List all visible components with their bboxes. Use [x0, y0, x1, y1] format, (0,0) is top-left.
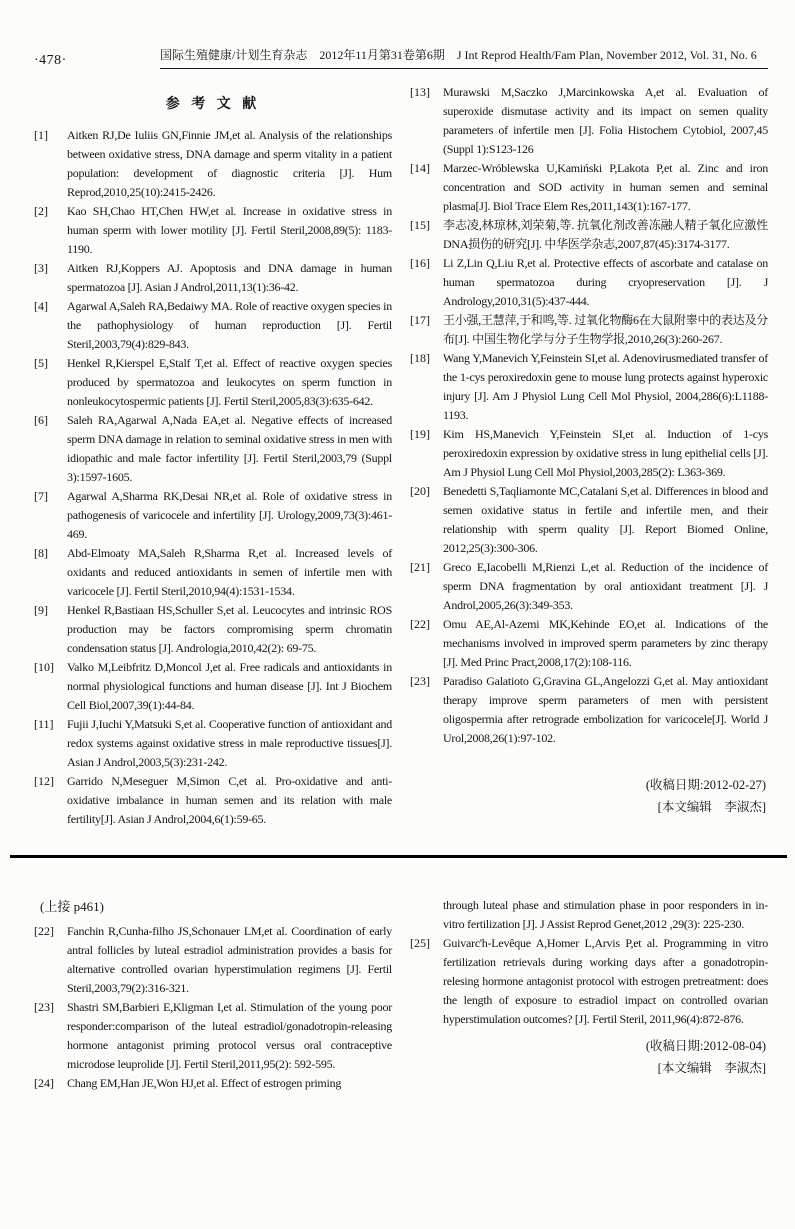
- reference-item: [34, 715, 392, 772]
- reference-text: Benedetti S,Taqliamonte MC,Catalani S,et al. Differences in blood and semen oxidative status in fertile and infertile men, and their relationship with sperm quality [J]. Report Biomed Online, 2012,25(3):300-306.: [443, 484, 768, 555]
- reference-item: [34, 544, 392, 601]
- reference-text: Valko M,Leibfritz D,Moncol J,et al. Free radicals and antioxidants in normal physiological functions and human disease [J]. Int J Biochem Cell Biol,2007,39(1):44-84.: [67, 660, 392, 712]
- manuscript-meta: [410, 774, 768, 818]
- received-date: (收稿日期:2012-08-04): [645, 1039, 766, 1053]
- reference-list-right: [410, 83, 768, 748]
- reference-text: Shastri SM,Barbieri E,Kligman I,et al. Stimulation of the young poor responder:comparison of the luteal estradiol/gonadotropin-releasing hormone antagonist priming protocol versus oral contraceptive microdose leuprolide [J]. Fertil Steril,2011,95(2): 592-595.: [67, 1000, 392, 1071]
- reference-number: [11]: [34, 717, 54, 731]
- reference-text: Saleh RA,Agarwal A,Nada EA,et al. Negative effects of increased sperm DNA damage in relation to seminal oxidative stress in men with idiopathic and male factor infertility [J]. Fertil Steril,2003,79 (Suppl 3):1597-1605.: [67, 413, 392, 484]
- reference-text: Paradiso Galatioto G,Gravina GL,Angelozzi G,et al. May antioxidant therapy improve sperm parameters of men with persistent oligospermia after retrograde embolization for varicocele[J]. World J Urol,2008,26(1):97-102.: [443, 674, 768, 745]
- reference-text: through luteal phase and stimulation phase in poor responders in in-vitro fertilization [J]. J Assist Reprod Genet,2012 ,29(3): 225-230.: [443, 898, 768, 931]
- reference-number: [21]: [410, 560, 430, 574]
- reference-text: Fujii J,Iuchi Y,Matsuki S,et al. Cooperative function of antioxidant and redox systems against oxidative stress in male reproductive tissues[J]. Asian J Androl,2003,5(3):231-242.: [67, 717, 392, 769]
- manuscript-meta: [410, 1035, 768, 1079]
- reference-number: [2]: [34, 204, 48, 218]
- reference-item: [34, 998, 392, 1074]
- reference-number: [19]: [410, 427, 430, 441]
- references-left-column: [34, 83, 392, 829]
- reference-number: [4]: [34, 299, 48, 313]
- reference-text: Wang Y,Manevich Y,Feinstein SI,et al. Adenovirusmediated transfer of the 1-cys peroxiredoxin gene to mouse lung protects against hyperoxic injury [J]. Am J Physiol Lung Cell Mol Physiol, 2004,286(6):L1188-1193.: [443, 351, 768, 422]
- reference-item: [410, 254, 768, 311]
- reference-text: Murawski M,Saczko J,Marcinkowska A,et al. Evaluation of superoxide dismutase activity and its impact on semen quality parameters of infertile men [J]. Folia Histochem Cytobiol, 2007,45 (Suppl 1):S123-126: [443, 85, 768, 156]
- reference-item: [410, 425, 768, 482]
- reference-number: [10]: [34, 660, 54, 674]
- reference-item: [34, 297, 392, 354]
- reference-number: [5]: [34, 356, 48, 370]
- reference-text: Aitken RJ,Koppers AJ. Apoptosis and DNA damage in human spermatozoa [J]. Asian J Androl,2011,13(1):36-42.: [67, 261, 392, 294]
- reference-item: [410, 615, 768, 672]
- reference-item: [34, 658, 392, 715]
- continuation-left-column: [34, 896, 392, 1093]
- reference-number: [25]: [410, 936, 430, 950]
- reference-number: [23]: [34, 1000, 54, 1014]
- reference-item: [34, 259, 392, 297]
- reference-number: [9]: [34, 603, 48, 617]
- reference-item: [410, 311, 768, 349]
- reference-text: 王小强,王慧萍,于和鸣,等. 过氧化物酶6在大鼠附睾中的表达及分布[J]. 中国生物化学与分子生物学报,2010,26(3):260-267.: [443, 313, 769, 346]
- reference-number: [17]: [410, 313, 430, 327]
- reference-text: Guivarc'h-Levêque A,Homer L,Arvis P,et al. Programming in vitro fertilization retrievals during working days after a gonadotropin-relesing hormone antagonist protocol with estrogen pretreatment: does the length of exposure to estradiol impact on controlled ovarian hyperstimulation outcomes? [J]. Fertil Steril, 2011,96(4):872-876.: [443, 936, 768, 1026]
- reference-item: [410, 558, 768, 615]
- reference-number: [23]: [410, 674, 430, 688]
- reference-item: [34, 772, 392, 829]
- reference-text: Agarwal A,Saleh RA,Bedaiwy MA. Role of reactive oxygen species in the pathophysiology of human reproduction [J]. Fertil Steril,2003,79(4):829-843.: [67, 299, 392, 351]
- reference-text: Li Z,Lin Q,Liu R,et al. Protective effects of ascorbate and catalase on human spermatozoa during cryopreservation [J]. J Andrology,2010,31(5):437-444.: [443, 256, 768, 308]
- references-section: [0, 69, 795, 829]
- reference-number: [18]: [410, 351, 430, 365]
- reference-number: [16]: [410, 256, 430, 270]
- page-header: [0, 0, 795, 69]
- reference-text: Garrido N,Meseguer M,Simon C,et al. Pro-oxidative and anti-oxidative imbalance in human semen and its relation with male fertility[J]. Asian J Androl,2004,6(1):59-65.: [67, 774, 392, 826]
- reference-item: [410, 482, 768, 558]
- editor-note: [本文编辑 李淑杰]: [657, 800, 766, 814]
- journal-title-line: 国际生殖健康/计划生育杂志 2012年11月第31卷第6期 J Int Reprod Health/Fam Plan, November 2012, Vol. 31, No. 6: [160, 46, 768, 69]
- references-right-column: [410, 83, 768, 829]
- reference-number: [14]: [410, 161, 430, 175]
- reference-item: [34, 1074, 392, 1093]
- references-heading: 参 考 文 献: [165, 97, 261, 112]
- continuation-list-left: [34, 922, 392, 1093]
- reference-item: [34, 202, 392, 259]
- reference-number: [22]: [410, 617, 430, 631]
- reference-text: Henkel R,Bastiaan HS,Schuller S,et al. Leucocytes and intrinsic ROS production may be factors compromising sperm chromatin condensation status [J]. Andrologia,2010,42(2): 69-75.: [67, 603, 392, 655]
- reference-text: Agarwal A,Sharma RK,Desai NR,et al. Role of oxidative stress in pathogenesis of varicocele and infertility [J]. Urology,2009,73(3):461-469.: [67, 489, 392, 541]
- reference-item: [34, 487, 392, 544]
- reference-item: [34, 126, 392, 202]
- reference-item: [410, 896, 768, 934]
- reference-item: [410, 934, 768, 1029]
- reference-item: [34, 601, 392, 658]
- editor-note: [本文编辑 李淑杰]: [657, 1061, 766, 1075]
- reference-number: [1]: [34, 128, 48, 142]
- reference-number: [13]: [410, 85, 430, 99]
- reference-item: [410, 83, 768, 159]
- reference-item: [410, 216, 768, 254]
- reference-number: [6]: [34, 413, 48, 427]
- continuation-section: [0, 858, 795, 1093]
- reference-text: Chang EM,Han JE,Won HJ,et al. Effect of estrogen priming: [67, 1076, 342, 1090]
- continued-from-label: (上接 p461): [40, 899, 104, 914]
- page-number: ·478·: [34, 53, 67, 68]
- reference-list-left: [34, 126, 392, 829]
- reference-number: [3]: [34, 261, 48, 275]
- reference-text: Kao SH,Chao HT,Chen HW,et al. Increase in oxidative stress in human sperm with lower motility [J]. Fertil Steril,2008,89(5): 1183-1190.: [67, 204, 392, 256]
- reference-text: Greco E,Iacobelli M,Rienzi L,et al. Reduction of the incidence of sperm DNA fragmentation by oral antioxidant treatment [J]. J Androl,2005,26(3):349-353.: [443, 560, 768, 612]
- reference-number: [15]: [410, 218, 430, 232]
- reference-text: Abd-Elmoaty MA,Saleh R,Sharma R,et al. Increased levels of oxidants and reduced antioxidants in semen of infertile men with varicocele [J]. Fertil Steril,2010,94(4):1531-1534.: [67, 546, 392, 598]
- reference-item: [34, 922, 392, 998]
- reference-text: Fanchin R,Cunha-filho JS,Schonauer LM,et al. Coordination of early antral follicles by luteal estradiol administration provides a basis for alternative controlled ovarian hyperstimulation regimens [J]. Fertil Steril,2003,79(2):316-321.: [67, 924, 392, 995]
- reference-item: [410, 672, 768, 748]
- reference-item: [410, 159, 768, 216]
- reference-number: [8]: [34, 546, 48, 560]
- reference-number: [20]: [410, 484, 430, 498]
- reference-item: [34, 411, 392, 487]
- reference-item: [410, 349, 768, 425]
- received-date: (收稿日期:2012-02-27): [645, 778, 766, 792]
- reference-number: [24]: [34, 1076, 54, 1090]
- reference-text: Kim HS,Manevich Y,Feinstein SI,et al. Induction of 1-cys peroxiredoxin expression by oxidative stress in lung epithelial cells [J]. Am J Physiol Lung Cell Mol Physiol,2003,285(2): L363-369.: [443, 427, 768, 479]
- reference-text: Henkel R,Kierspel E,Stalf T,et al. Effect of reactive oxygen species produced by spermatozoa and leukocytes on sperm function in nonleukocytospermic patients [J]. Fertil Steril,2005,83(3):635-642.: [67, 356, 392, 408]
- continuation-right-column: [410, 896, 768, 1093]
- reference-number: [12]: [34, 774, 54, 788]
- reference-text: Omu AE,Al-Azemi MK,Kehinde EO,et al. Indications of the mechanisms involved in improved sperm parameters by zinc therapy [J]. Med Princ Pract,2008,17(2):108-116.: [443, 617, 768, 669]
- reference-item: [34, 354, 392, 411]
- reference-text: 李志凌,林琼林,刘荣菊,等. 抗氧化剂改善冻融人精子氧化应激性DNA损伤的研究[J]. 中华医学杂志,2007,87(45):3174-3177.: [443, 218, 768, 251]
- reference-number: [22]: [34, 924, 54, 938]
- continuation-list-right: [410, 896, 768, 1029]
- reference-text: Marzec-Wróblewska U,Kamiński P,Lakota P,et al. Zinc and iron concentration and SOD activity in human semen and seminal plasma[J]. Biol Trace Elem Res,2011,143(1):167-177.: [443, 161, 768, 213]
- reference-number: [7]: [34, 489, 48, 503]
- reference-text: Aitken RJ,De Iuliis GN,Finnie JM,et al. Analysis of the relationships between oxidative stress, DNA damage and sperm vitality in a patient population: development of diagnostic criteria [J]. Hum Reprod,2010,25(10):2415-2426.: [67, 128, 392, 199]
